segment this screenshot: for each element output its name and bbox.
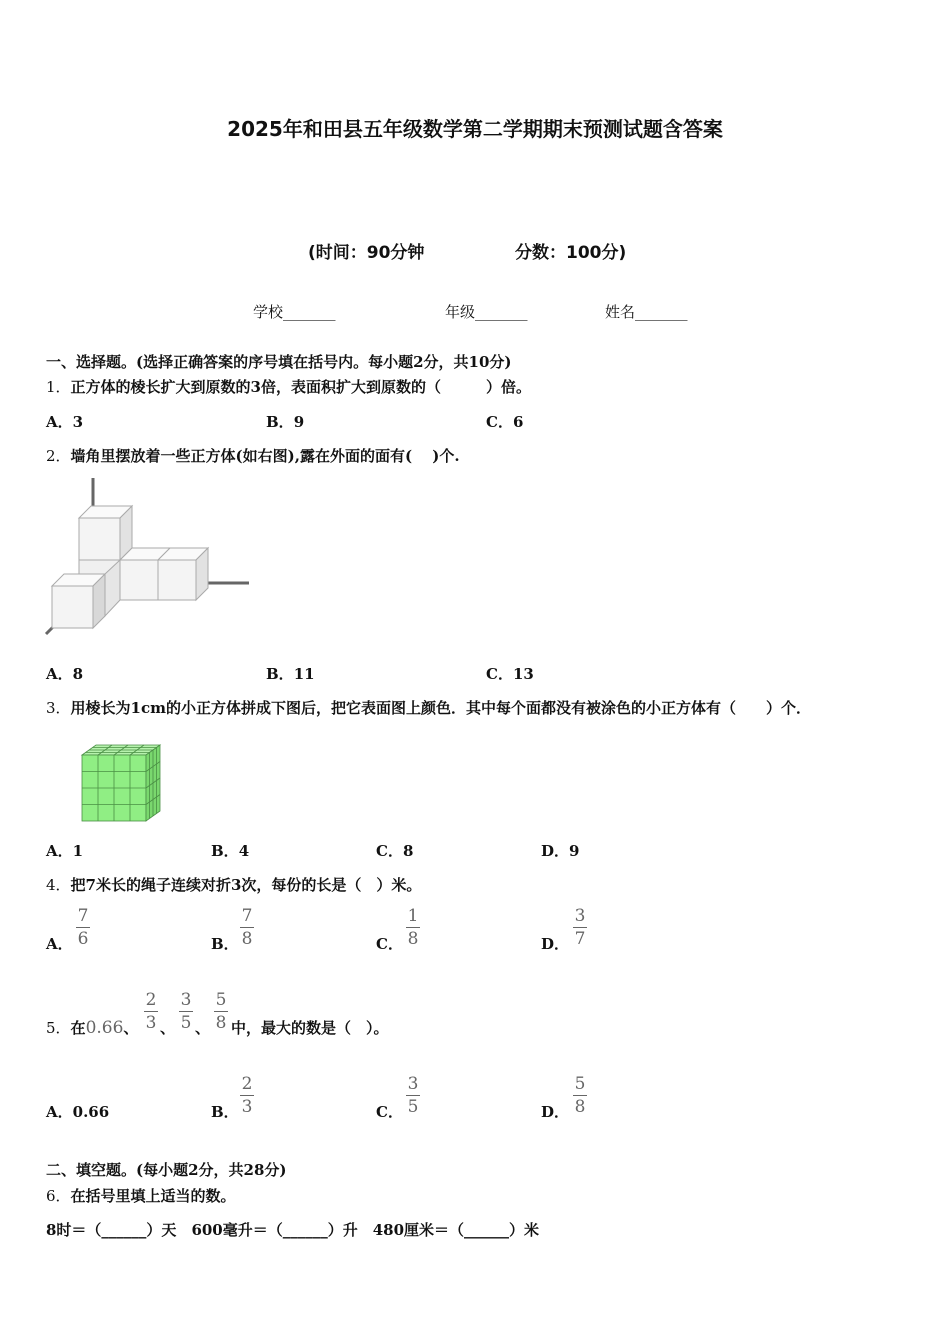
q5-option-c-fraction: 3 5: [407, 1074, 419, 1117]
q3-option-b: B．4: [211, 842, 250, 860]
q4-number: 4．: [46, 876, 71, 894]
q2-number: 2．: [46, 447, 71, 465]
q3-option-d: D．9: [541, 842, 580, 860]
q4-option-c-label: C．: [376, 935, 403, 953]
q2-option-a: A．8: [46, 665, 84, 683]
question-6: [46, 1185, 236, 1206]
exam-time: (时间：90分钟: [308, 243, 425, 263]
q5-decimal: 0.66: [85, 1018, 124, 1038]
q5-fraction-2: 3 5: [180, 990, 192, 1033]
q5-sep-1: 、: [160, 1019, 176, 1037]
q2-option-b: B．11: [266, 665, 315, 683]
q4-text: 把7米长的绳子连续对折3次，每份的长是（ ）米。: [70, 876, 422, 894]
question-1: [46, 376, 531, 397]
q5-option-d-fraction: 5 8: [574, 1074, 586, 1117]
section2-heading: 二、填空题。(每小题2分，共28分): [46, 1161, 287, 1179]
q5-option-d-label: D．: [541, 1103, 570, 1121]
q1-option-c: C．6: [486, 413, 524, 431]
q4-option-b-label: B．: [211, 935, 239, 953]
q1-text: 正方体的棱长扩大到原数的3倍，表面积扩大到原数的（ ）倍。: [70, 378, 531, 396]
q5-fraction-3: 5 8: [215, 990, 227, 1033]
q2-option-c: C．13: [486, 665, 534, 683]
school-field: 学校_______: [253, 303, 336, 321]
q3-text: 用棱长为1cm的小正方体拼成下图后，把它表面图上颜色．其中每个面都没有被涂色的小正方体有（ ）个．: [70, 699, 811, 717]
corner-cubes-figure: [44, 476, 254, 636]
q4-option-b-fraction: 7 8: [241, 906, 253, 949]
q4-option-c-fraction: 1 8: [407, 906, 419, 949]
q5-sep-2: 、: [195, 1019, 211, 1037]
grade-field: 年级_______: [445, 303, 528, 321]
green-cube-figure: [78, 743, 166, 825]
question-2: [46, 445, 460, 466]
q4-option-d-fraction: 3 7: [574, 906, 586, 949]
q1-option-b: B．9: [266, 413, 305, 431]
q1-number: 1．: [46, 378, 71, 396]
q6-number: 6．: [46, 1187, 71, 1205]
q5-option-b-label: B．: [211, 1103, 239, 1121]
question-5-prefix: 5．在0.66、: [46, 1018, 139, 1038]
q1-option-a: A．3: [46, 413, 84, 431]
question-3: [46, 697, 811, 718]
q4-option-a-label: A．: [46, 935, 73, 953]
q2-text: 墙角里摆放着一些正方体(如右图),露在外面的面有( )个.: [70, 447, 460, 465]
page-title: 2025年和田县五年级数学第二学期期末预测试题含答案: [227, 117, 723, 141]
q5-option-a: A．0.66: [46, 1103, 110, 1121]
q5-option-c-label: C．: [376, 1103, 403, 1121]
q5-fraction-1: 2 3: [145, 990, 157, 1033]
q4-option-d-label: D．: [541, 935, 570, 953]
q5-number: 5．: [46, 1019, 71, 1037]
q6-text: 在括号里填上适当的数。: [70, 1187, 236, 1205]
exam-score: 分数：100分): [515, 243, 627, 263]
question-4: [46, 874, 421, 895]
q3-option-a: A．1: [46, 842, 84, 860]
q3-number: 3．: [46, 699, 71, 717]
q4-option-a-fraction: 7 6: [77, 906, 89, 949]
q6-fill-line: 8时＝（______）天 600毫升＝（______）升 480厘米＝（______）米: [46, 1221, 540, 1239]
q5-option-b-fraction: 2 3: [241, 1074, 253, 1117]
q3-option-c: C．8: [376, 842, 414, 860]
name-field: 姓名_______: [605, 303, 688, 321]
section1-heading: 一、选择题。(选择正确答案的序号填在括号内。每小题2分，共10分): [46, 353, 512, 371]
q5-text: 中，最大的数是（ ）。: [231, 1019, 389, 1037]
